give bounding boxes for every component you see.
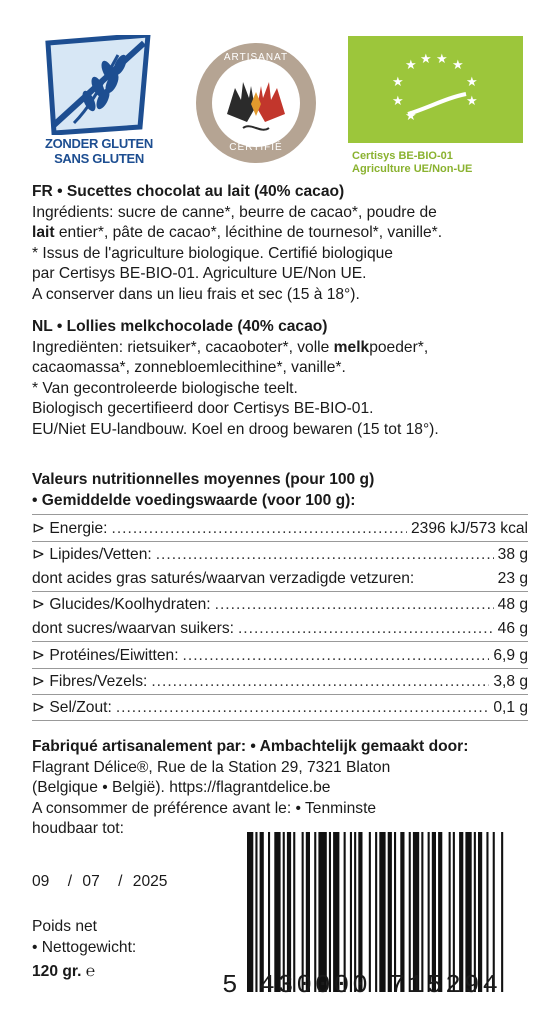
estimated-sign-icon: ℮ [85, 963, 96, 980]
allergen-melk: melk [333, 338, 370, 356]
leader-dots [215, 595, 494, 615]
fr-storage: A conserver dans un lieu frais et sec (15 à 18°). [32, 285, 360, 303]
date-month: 07 [82, 873, 100, 890]
nutrient-label: ⊳ Sel/Zout: [32, 699, 112, 716]
gluten-free-label-nl: ZONDER GLUTEN [44, 136, 154, 151]
nutrient-label: ⊳ Lipides/Vetten: [32, 546, 152, 563]
net-weight-value: 120 gr. [32, 963, 82, 980]
nutrition-row [32, 646, 528, 666]
divider [32, 720, 528, 721]
divider [32, 668, 528, 669]
nutrient-label: ⊳ Energie: [32, 520, 108, 537]
barcode [247, 832, 525, 992]
date-separator: / [67, 873, 73, 890]
certification-logos [0, 0, 549, 180]
nutrient-value: 46 g [497, 620, 528, 637]
svg-text:★: ★ [466, 94, 478, 109]
divider [32, 641, 528, 642]
leader-dots [151, 672, 489, 692]
net-weight-label-nl: • Nettogewicht: [32, 938, 137, 956]
nutrient-value: 38 g [497, 546, 528, 563]
svg-text:★: ★ [420, 52, 432, 67]
leader-dots [116, 698, 490, 718]
divider [32, 591, 528, 592]
leader-dots [111, 519, 406, 539]
nl-ingredients-start: Ingrediënten: rietsuiker*, cacaoboter*, volle [32, 338, 334, 356]
eu-organic-leaf-icon [348, 36, 523, 143]
manufacturer-title: Fabriqué artisanalement par: • Ambachtelijk gemaakt door: [32, 738, 469, 755]
nutrient-label: ⊳ Protéines/Eiwitten: [32, 647, 179, 664]
nl-certification: Biologisch gecertifieerd door Certisys BE-BIO-01. [32, 400, 374, 417]
allergen-lait: lait [32, 224, 55, 241]
fr-ingredients-rest: entier*, pâte de cacao*, lécithine de tournesol*, vanille*. [54, 224, 443, 241]
nutrition-row [32, 619, 528, 639]
manufacturer-address: Flagrant Délice®, Rue de la Station 29, 7321 Blaton [32, 758, 391, 776]
nutrition-row [32, 698, 528, 718]
nutrition-row [32, 545, 528, 565]
date-year: 2025 [132, 873, 168, 890]
fr-ingredients-line-1: Ingrédients: sucre de canne*, beurre de cacao*, poudre de [32, 203, 437, 221]
gluten-free-icon [40, 35, 158, 135]
barcode-number: 5 430000 715294 [222, 970, 502, 1000]
nutrition-row [32, 672, 528, 692]
nutrition-title-fr: Valeurs nutritionnelles moyennes (pour 100 g) [32, 471, 375, 488]
eu-organic-caption [352, 150, 472, 176]
svg-text:★: ★ [392, 75, 404, 90]
leader-dots [183, 646, 490, 666]
fr-ingredients-line-2 [32, 223, 537, 244]
nl-ingredients-line-2: cacaomassa*, zonnebloemlecithine*, vanille*. [32, 359, 346, 376]
divider [32, 694, 528, 695]
gluten-free-label-fr: SANS GLUTEN [54, 151, 144, 166]
nutrient-value: 0,1 g [493, 699, 528, 716]
svg-text:★: ★ [452, 58, 464, 73]
nl-section [32, 317, 537, 440]
nutrient-label: dont acides gras saturés/waarvan verzadigde vetzuren: [32, 570, 415, 587]
net-weight-label-fr: Poids net [32, 918, 98, 935]
nutrient-value: 48 g [497, 596, 528, 613]
nl-ingredients-line-1 [32, 338, 537, 359]
artisanat-certifie-logo [195, 42, 317, 164]
leader-dots [238, 619, 494, 639]
svg-text:★: ★ [466, 75, 478, 90]
divider [32, 514, 528, 515]
svg-text:★: ★ [436, 52, 448, 67]
nutrient-label: dont sucres/waarvan suikers: [32, 620, 234, 637]
divider [32, 541, 528, 542]
nutrition-title-nl: • Gemiddelde voedingswaarde (voor 100 g): [32, 492, 356, 509]
svg-text:★: ★ [392, 94, 404, 109]
best-before-label-1: A consommer de préférence avant le: • Tenminste [32, 799, 377, 817]
fr-organic-note: * Issus de l'agriculture biologique. Certifié biologique [32, 244, 393, 262]
svg-text:★: ★ [405, 58, 417, 73]
nutrient-value: 2396 kJ/573 kcal [410, 520, 528, 537]
certifie-label: CERTIFIÉ [229, 142, 283, 153]
nl-storage: EU/Niet EU-landbouw. Koel en droog bewaren (15 tot 18°). [32, 420, 439, 438]
fr-section [32, 182, 537, 305]
nl-ingredients-rest: poeder*, [369, 338, 429, 356]
leader-dots [156, 545, 494, 565]
nl-organic-note: * Van gecontroleerde biologische teelt. [32, 379, 298, 397]
manufacturer-section [32, 737, 537, 840]
fr-certification: par Certisys BE-BIO-01. Agriculture UE/Non UE. [32, 265, 367, 282]
manufacturer-country-url: (Belgique • België). https://flagrantdelice.be [32, 779, 331, 796]
nutrient-label: ⊳ Fibres/Vezels: [32, 673, 148, 690]
date-day: 09 [32, 873, 50, 890]
nutrition-row [32, 569, 528, 589]
nutrition-row [32, 595, 528, 615]
best-before-label-2: houdbaar tot: [32, 820, 124, 837]
fr-title: FR • Sucettes chocolat au lait (40% cacao) [32, 183, 345, 200]
gluten-free-logo [40, 35, 158, 170]
nutrient-value: 6,9 g [493, 647, 528, 664]
nutrition-row [32, 519, 528, 539]
agriculture-origin: Agriculture UE/Non-UE [352, 163, 473, 175]
certisys-code: Certisys BE-BIO-01 [352, 150, 453, 162]
svg-text:★: ★ [405, 109, 417, 124]
eu-organic-leaf-logo [348, 36, 523, 143]
artisanat-label: ARTISANAT [223, 52, 289, 63]
date-separator: / [118, 873, 123, 890]
nutrient-value: 3,8 g [493, 673, 528, 690]
nutrient-label: ⊳ Glucides/Koolhydraten: [32, 596, 211, 613]
nl-title: NL • Lollies melkchocolade (40% cacao) [32, 318, 328, 335]
nutrient-value: 23 g [497, 570, 528, 587]
